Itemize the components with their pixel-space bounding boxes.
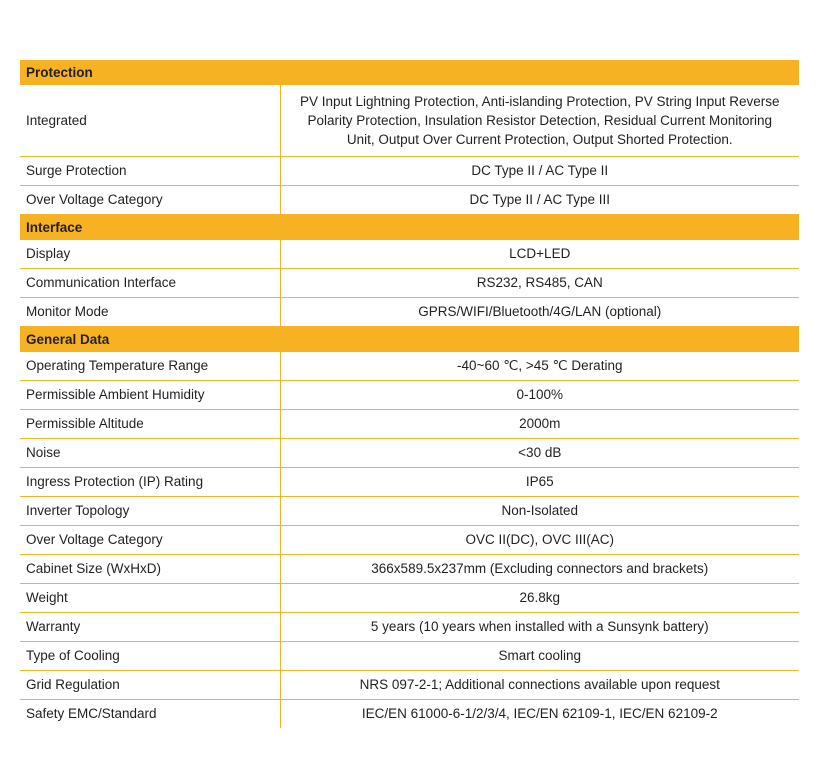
spec-value: GPRS/WIFI/Bluetooth/4G/LAN (optional): [280, 298, 799, 327]
section-title: Interface: [20, 215, 799, 241]
section-title: General Data: [20, 327, 799, 353]
table-row: [20, 613, 799, 642]
spec-label: Communication Interface: [20, 269, 280, 298]
spec-label: Type of Cooling: [20, 642, 280, 671]
spec-value: 2000m: [280, 410, 799, 439]
spec-label: Weight: [20, 584, 280, 613]
table-row: [20, 584, 799, 613]
table-row: [20, 240, 799, 269]
spec-label: Warranty: [20, 613, 280, 642]
spec-label: Integrated: [20, 85, 280, 157]
table-row: [20, 555, 799, 584]
spec-value: LCD+LED: [280, 240, 799, 269]
section-header-row: [20, 215, 799, 241]
table-row: [20, 269, 799, 298]
table-row: [20, 671, 799, 700]
spec-label: Ingress Protection (IP) Rating: [20, 468, 280, 497]
table-row: [20, 468, 799, 497]
spec-label: Over Voltage Category: [20, 186, 280, 215]
spec-value: -40~60 ℃, >45 ℃ Derating: [280, 352, 799, 381]
spec-value: Non-Isolated: [280, 497, 799, 526]
specification-table: [20, 60, 799, 728]
section-title: Protection: [20, 60, 799, 85]
table-row: [20, 526, 799, 555]
spec-label: Inverter Topology: [20, 497, 280, 526]
spec-label: Cabinet Size (WxHxD): [20, 555, 280, 584]
spec-value: 26.8kg: [280, 584, 799, 613]
spec-label: Display: [20, 240, 280, 269]
table-row: [20, 642, 799, 671]
spec-value: 366x589.5x237mm (Excluding connectors and brackets): [280, 555, 799, 584]
table-row: [20, 381, 799, 410]
table-row: [20, 410, 799, 439]
spec-value: <30 dB: [280, 439, 799, 468]
table-row: [20, 497, 799, 526]
spec-value: RS232, RS485, CAN: [280, 269, 799, 298]
spec-value: NRS 097-2-1; Additional connections available upon request: [280, 671, 799, 700]
table-row: [20, 439, 799, 468]
spec-value: DC Type II / AC Type III: [280, 186, 799, 215]
table-row: [20, 700, 799, 729]
section-header-row: [20, 60, 799, 85]
table-row: [20, 186, 799, 215]
spec-label: Permissible Ambient Humidity: [20, 381, 280, 410]
spec-label: Over Voltage Category: [20, 526, 280, 555]
spec-label: Monitor Mode: [20, 298, 280, 327]
spec-value: IP65: [280, 468, 799, 497]
table-row: [20, 157, 799, 186]
spec-label: Grid Regulation: [20, 671, 280, 700]
spec-label: Safety EMC/Standard: [20, 700, 280, 729]
table-row: [20, 85, 799, 157]
spec-label: Operating Temperature Range: [20, 352, 280, 381]
spec-value: OVC II(DC), OVC III(AC): [280, 526, 799, 555]
spec-value: DC Type II / AC Type II: [280, 157, 799, 186]
table-row: [20, 298, 799, 327]
spec-value: IEC/EN 61000-6-1/2/3/4, IEC/EN 62109-1, IEC/EN 62109-2: [361, 706, 718, 721]
spec-value: 5 years (10 years when installed with a Sunsynk battery): [280, 613, 799, 642]
spec-value: Smart cooling: [280, 642, 799, 671]
specification-sheet: [0, 60, 819, 779]
spec-value: 0-100%: [280, 381, 799, 410]
spec-label: Permissible Altitude: [20, 410, 280, 439]
spec-value: PV Input Lightning Protection, Anti-islanding Protection, PV String Input Reverse Polarity Protection, Insulation Resistor Detection, Residual Current Monitoring Unit, Output Over Current Protection, Output Shorted Protection.: [280, 85, 799, 157]
spec-label: Surge Protection: [20, 157, 280, 186]
section-header-row: [20, 327, 799, 353]
spec-label: Noise: [20, 439, 280, 468]
table-row: [20, 352, 799, 381]
